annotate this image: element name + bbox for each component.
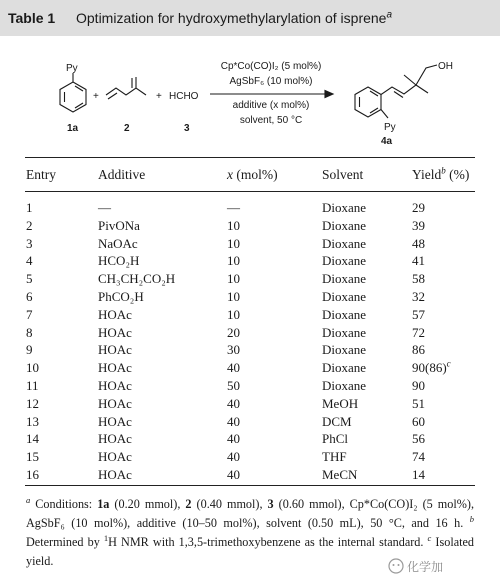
- solvent-condition: solvent, 50 °C: [239, 115, 303, 126]
- cell-entry: 16: [26, 466, 39, 482]
- cell-solvent: MeCN: [322, 466, 358, 482]
- cell-additive: HOAc: [98, 395, 132, 411]
- cell-additive: HCO₂H: [98, 253, 140, 269]
- table-row: [0, 359, 500, 377]
- table-row: [0, 324, 500, 342]
- footnote-b-isotope: 1: [103, 532, 109, 543]
- footnote-a-mark: a: [26, 494, 31, 505]
- cell-additive: PhCO₂H: [98, 288, 144, 304]
- cell-x: 10: [227, 253, 240, 269]
- watermark-text: 化学加: [407, 560, 444, 574]
- footnote-compound-2-amount: (0.40 mmol),: [196, 497, 263, 511]
- table-row: [0, 430, 500, 448]
- cell-solvent: THF: [322, 449, 347, 465]
- cell-solvent: Dioxane: [322, 253, 367, 269]
- table-row: [0, 270, 500, 288]
- catalyst-condition: Cp*Co(CO)I₂ (5 mol%): [220, 61, 322, 72]
- cell-x: —: [227, 200, 240, 215]
- table-title-text: Optimization for hydroxymethylarylation of isprene: [76, 10, 387, 26]
- cell-entry: 4: [26, 253, 33, 269]
- cell-x: 50: [227, 377, 240, 393]
- table-caption: [0, 0, 500, 36]
- cell-x: 10: [227, 271, 240, 287]
- cell-solvent: Dioxane: [322, 217, 367, 233]
- benzene-ring-1a: [60, 82, 86, 112]
- header-entry: Entry: [26, 167, 56, 182]
- cell-x: 10: [227, 235, 240, 251]
- table-row: [0, 395, 500, 413]
- cell-entry: 10: [26, 360, 39, 376]
- cell-additive: NaOAc: [98, 235, 138, 251]
- substituent-label-1a: Py: [66, 63, 78, 74]
- cell-entry: 8: [26, 324, 33, 340]
- cell-yield: 56: [412, 431, 425, 447]
- cell-yield: 29: [412, 200, 425, 215]
- product-methyl-bond: [404, 75, 416, 85]
- header-yield-unit: (%): [449, 167, 470, 182]
- footnote-compound-1-amount: (0.20 mmol),: [114, 497, 181, 511]
- cell-yield: 41: [412, 253, 425, 269]
- plus-sign-2: +: [156, 91, 162, 102]
- table-body: [0, 199, 500, 484]
- table-row: [0, 235, 500, 253]
- reaction-scheme-drawing: [0, 40, 500, 150]
- table-row: [0, 377, 500, 395]
- product-label: 4a: [381, 136, 393, 147]
- isoprene-double-bond: [108, 93, 117, 99]
- cell-yield-value: 90(86): [412, 360, 447, 376]
- header-x: [227, 158, 278, 191]
- cell-yield: 39: [412, 217, 425, 233]
- footnote-compound-3: 3: [267, 497, 274, 511]
- table-row: [0, 288, 500, 306]
- cell-entry: 5: [26, 271, 33, 287]
- footnote-b-text-end: H NMR with 1,3,5-trimethoxybenzene as the internal standard.: [108, 535, 424, 549]
- cell-yield: 72: [412, 324, 425, 340]
- cell-solvent: DCM: [322, 413, 352, 429]
- cell-additive: HOAc: [98, 324, 132, 340]
- cell-x: 40: [227, 431, 240, 447]
- table-header: [0, 158, 500, 191]
- table-row: [0, 413, 500, 431]
- formaldehyde-label: HCHO: [169, 91, 199, 102]
- cell-solvent: Dioxane: [322, 342, 367, 358]
- cell-x: 40: [227, 466, 240, 482]
- cell-x: 20: [227, 324, 240, 340]
- table-title: [76, 0, 392, 36]
- silver-salt-condition: AgSbF₆ (10 mol%): [229, 76, 313, 87]
- header-additive: Additive: [98, 167, 146, 182]
- cell-solvent: Dioxane: [322, 288, 367, 304]
- cell-additive: HOAc: [98, 466, 132, 482]
- plus-sign-1: +: [93, 91, 99, 102]
- cell-solvent: MeOH: [322, 395, 359, 411]
- cell-yield: 32: [412, 288, 425, 304]
- cell-yield: 86: [412, 342, 425, 358]
- cell-entry: 14: [26, 431, 39, 447]
- cell-yield-footnote-mark: c: [446, 358, 451, 369]
- cell-additive: HOAc: [98, 342, 132, 358]
- footnote-b-mark: b: [469, 513, 475, 524]
- compound-1-label: 1a: [67, 123, 79, 134]
- cell-additive: —: [98, 200, 111, 215]
- cell-yield: 90: [412, 377, 425, 393]
- cell-additive: CH₃CH₂CO₂H: [98, 271, 176, 287]
- cell-entry: 12: [26, 395, 39, 411]
- hydroxyl-label: OH: [438, 61, 453, 72]
- footnote-compound-1: 1a: [97, 497, 110, 511]
- cell-yield: 60: [412, 413, 425, 429]
- footnote-c-text: Isolated yield.: [26, 535, 475, 568]
- cell-entry: 15: [26, 449, 39, 465]
- cell-entry: 1: [26, 200, 33, 215]
- cell-x: 40: [227, 360, 240, 376]
- cell-solvent: PhCl: [322, 431, 349, 447]
- cell-solvent: Dioxane: [322, 306, 367, 322]
- cell-solvent: Dioxane: [322, 324, 367, 340]
- footnote-b-text-start: Determined by: [26, 535, 100, 549]
- watermark: [386, 556, 447, 578]
- footnote-compound-2: 2: [185, 497, 192, 511]
- table-row: [0, 217, 500, 235]
- table-header-rule: [25, 191, 475, 192]
- cell-yield: 74: [412, 449, 425, 465]
- cell-solvent: Dioxane: [322, 271, 367, 287]
- table-bottom-rule: [25, 485, 475, 486]
- table-row: [0, 306, 500, 324]
- isoprene-chain: [106, 88, 146, 95]
- cell-solvent: Dioxane: [322, 360, 367, 376]
- cell-additive: HOAc: [98, 449, 132, 465]
- cell-solvent: Dioxane: [322, 235, 367, 251]
- table-row: [0, 199, 500, 217]
- header-yield: [412, 158, 469, 191]
- table-label: Table 1: [8, 10, 56, 26]
- header-x-variable: x: [227, 167, 233, 182]
- cell-x: 30: [227, 342, 240, 358]
- substituent-label-4a: Py: [384, 122, 396, 133]
- cell-additive: HOAc: [98, 431, 132, 447]
- footnote-conditions: (0.60 mmol), Cp*Co(CO)I₂ (5 mol%), AgSbF₆ (10 mol%), additive (10–50 mol%), solvent (0.50 mL), 50 °C, and 16 h.: [26, 497, 474, 530]
- table-row: [0, 448, 500, 466]
- cell-entry: 13: [26, 413, 39, 429]
- cell-additive: HOAc: [98, 413, 132, 429]
- cell-solvent: Dioxane: [322, 200, 367, 215]
- cell-yield: [412, 359, 451, 377]
- compound-2-label: 2: [124, 123, 130, 134]
- cell-yield: 57: [412, 306, 425, 322]
- cell-x: 40: [227, 413, 240, 429]
- header-solvent: Solvent: [322, 167, 364, 182]
- cell-entry: 9: [26, 342, 33, 358]
- cell-additive: PivONa: [98, 217, 140, 233]
- cell-additive: HOAc: [98, 306, 132, 322]
- reaction-scheme: [0, 40, 500, 150]
- table-row: [0, 341, 500, 359]
- cell-entry: 7: [26, 306, 33, 322]
- py-bond-4a: [381, 110, 388, 119]
- footnote-a-lead: Conditions:: [35, 497, 93, 511]
- header-x-unit: (mol%): [236, 167, 278, 182]
- cell-entry: 3: [26, 235, 33, 251]
- reaction-arrow-head: [325, 91, 333, 98]
- cell-yield: 14: [412, 466, 425, 482]
- cell-x: 10: [227, 217, 240, 233]
- cell-additive: HOAc: [98, 377, 132, 393]
- cell-additive: HOAc: [98, 360, 132, 376]
- cell-entry: 11: [26, 377, 39, 393]
- cell-yield: 48: [412, 235, 425, 251]
- cell-entry: 6: [26, 288, 33, 304]
- table-row: [0, 252, 500, 270]
- product-methyl-bond: [416, 85, 428, 93]
- cell-x: 10: [227, 288, 240, 304]
- chat-bubble-icon: [388, 558, 404, 574]
- cell-x: 40: [227, 449, 240, 465]
- cell-yield: 58: [412, 271, 425, 287]
- header-yield-mark: b: [441, 165, 446, 176]
- cell-x: 10: [227, 306, 240, 322]
- header-yield-label: Yield: [412, 167, 442, 182]
- benzene-ring-4a: [355, 87, 381, 117]
- title-footnote-mark: a: [386, 9, 393, 21]
- additive-condition: additive (x mol%): [232, 100, 310, 111]
- cell-x: 40: [227, 395, 240, 411]
- cell-solvent: Dioxane: [322, 377, 367, 393]
- cell-yield: 51: [412, 395, 425, 411]
- footnote-c-mark: c: [427, 532, 432, 543]
- compound-3-label: 3: [184, 123, 190, 134]
- cell-entry: 2: [26, 217, 33, 233]
- table-row: [0, 466, 500, 484]
